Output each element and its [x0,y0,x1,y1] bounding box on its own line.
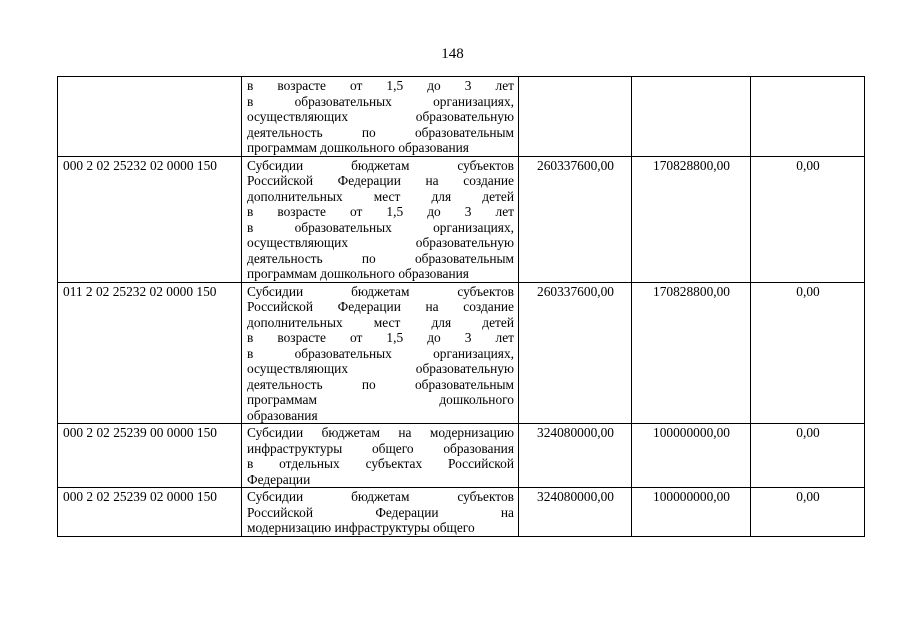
amount-year-2 [632,77,751,157]
revenue-name-line: программам дошкольного [247,392,514,407]
revenue-name [242,424,519,488]
revenue-name-line: Российской Федерации на [247,504,514,520]
budget-table [57,76,865,537]
revenue-name-line: дополнительных мест для детей [247,314,514,330]
revenue-name [242,282,519,424]
budget-classification-code: 000 2 02 25232 02 0000 150 [58,156,242,282]
amount-year-2: 170828800,00 [632,282,751,424]
revenue-name-line: в возрасте от 1,5 до 3 лет [247,78,514,93]
revenue-name-line: образования [247,407,318,423]
revenue-name-line: деятельность по образовательным [247,250,514,266]
amount-year-3: 0,00 [751,488,865,537]
revenue-name-line: осуществляющих образовательную [247,235,514,250]
amount-year-1: 260337600,00 [519,282,632,424]
table-row [58,488,865,537]
budget-table-body [58,77,865,537]
amount-year-1 [519,77,632,157]
revenue-name-line: Субсидии бюджетам на модернизацию [247,425,514,440]
revenue-name-line: деятельность по образовательным [247,124,514,140]
table-row [58,77,865,157]
amount-year-1: 260337600,00 [519,156,632,282]
amount-year-3: 0,00 [751,282,865,424]
amount-year-2: 170828800,00 [632,156,751,282]
budget-classification-code [58,77,242,157]
revenue-name-line: в возрасте от 1,5 до 3 лет [247,204,514,219]
amount-year-3: 0,00 [751,156,865,282]
table-row [58,282,865,424]
revenue-name-line: осуществляющих образовательную [247,361,514,376]
revenue-name-line: программам дошкольного образования [247,140,469,155]
amount-year-3 [751,77,865,157]
amount-year-2: 100000000,00 [632,488,751,537]
revenue-name-line: в возрасте от 1,5 до 3 лет [247,330,514,345]
revenue-name-line: в образовательных организациях, [247,219,514,235]
revenue-name-line: модернизацию инфраструктуры общего [247,520,475,535]
amount-year-1: 324080000,00 [519,488,632,537]
revenue-name-line: в образовательных организациях, [247,93,514,109]
amount-year-1: 324080000,00 [519,424,632,488]
revenue-name-line: Субсидии бюджетам субъектов [247,157,514,173]
revenue-name [242,77,519,157]
revenue-name-line: дополнительных мест для детей [247,188,514,204]
revenue-name [242,488,519,537]
table-row [58,424,865,488]
revenue-name-line: Российской Федерации на создание [247,299,514,314]
revenue-name-line: в отдельных субъектах Российской [247,456,514,471]
revenue-name [242,156,519,282]
revenue-name-line: программам дошкольного образования [247,266,469,281]
revenue-name-line: Федерации [247,471,311,487]
page-number: 148 [441,46,464,62]
amount-year-3: 0,00 [751,424,865,488]
revenue-name-line: деятельность по образовательным [247,376,514,392]
budget-classification-code: 011 2 02 25232 02 0000 150 [58,282,242,424]
amount-year-2: 100000000,00 [632,424,751,488]
revenue-name-line: осуществляющих образовательную [247,109,514,124]
revenue-name-line: Субсидии бюджетам субъектов [247,489,514,504]
budget-classification-code: 000 2 02 25239 00 0000 150 [58,424,242,488]
budget-classification-code: 000 2 02 25239 02 0000 150 [58,488,242,537]
table-row [58,156,865,282]
revenue-name-line: Российской Федерации на создание [247,173,514,188]
revenue-name-line: в образовательных организациях, [247,345,514,361]
revenue-name-line: Субсидии бюджетам субъектов [247,283,514,299]
revenue-name-line: инфраструктуры общего образования [247,440,514,456]
